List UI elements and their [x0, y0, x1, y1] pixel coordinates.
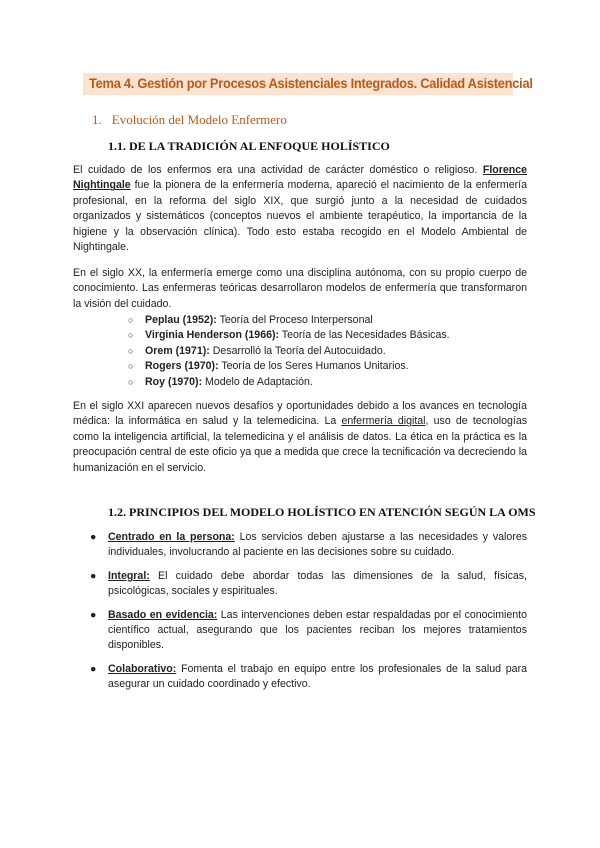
paragraph-text: El cuidado de los enfermos era una actividad de carácter doméstico o religioso. — [73, 164, 483, 176]
principle-term: Integral: — [108, 569, 150, 582]
section-number: 1. — [92, 112, 102, 127]
principle-term: Basado en evidencia: — [108, 608, 218, 621]
theorists-list — [128, 313, 450, 390]
theorist-desc: Teoría del Proceso Interpersonal — [216, 314, 373, 326]
theorist-name: Rogers (1970): — [145, 360, 219, 373]
subsection-heading-1-1: 1.1. DE LA TRADICIÓN AL ENFOQUE HOLÍSTICO — [108, 139, 390, 153]
paragraph-text: , uso de tecnologías como la inteligencia artificial, la telemedicina y el análisis de datos. La ética en la práctica es la preocupación central de este oficio ya que a medida que crece la tecnificación va decreciendo la humanización en el servicio. — [73, 415, 528, 474]
paragraph-nightingale — [73, 163, 527, 255]
circle-bullet-icon: ○ — [128, 330, 134, 341]
theorist-desc: Teoría de las Necesidades Básicas. — [279, 329, 450, 342]
theorist-desc: Modelo de Adaptación. — [202, 375, 313, 388]
theorist-desc: Desarrolló la Teoría del Autocuidado. — [209, 344, 386, 357]
bullet-icon: ● — [90, 662, 97, 675]
paragraph-text: fue la pionera de la enfermería moderna, apareció el nacimiento de la enfermería profesional, en la reforma del siglo XIX, que surgió junto a la necesidad de cuidados organizados y sistemáticos (conceptos nuevos el ambiente terapéutico, la importancia de la higiene y la observación clínica). Todo esto estaba recogido en el Modelo Ambiental de Nightingale. — [73, 179, 527, 254]
theorist-desc: Teoría de los Seres Humanos Unitarios. — [218, 360, 409, 373]
document-title: Tema 4. Gestión por Procesos Asistenciales Integrados. Calidad Asistencial — [89, 75, 533, 91]
list-item — [90, 662, 527, 693]
principle-desc: Los servicios deben ajustarse a las necesidades y valores individuales, involucrando al paciente en las decisiones sobre su cuidado. — [108, 531, 528, 559]
circle-bullet-icon: ○ — [128, 376, 134, 387]
section-label: Evolución del Modelo Enfermero — [111, 112, 287, 127]
principle-desc: Fomenta el trabajo en equipo entre los profesionales de la salud para asegurar un cuidado coordinado y efectivo. — [108, 662, 527, 691]
list-item — [128, 359, 450, 374]
paragraph-siglo-xx: En el siglo XX, la enfermería emerge como una disciplina autónoma, con su propio cuerpo de conocimiento. Las enfermeras teóricas desarrollaron modelos de enfermería que transformaron la visión del cuidado. — [73, 267, 527, 310]
list-item — [128, 328, 450, 343]
principle-term: Colaborativo: — [108, 662, 177, 675]
section-heading — [92, 112, 287, 128]
subsection-heading-1-2: 1.2. PRINCIPIOS DEL MODELO HOLÍSTICO EN ATENCIÓN SEGÚN LA OMS — [108, 505, 536, 519]
list-item — [128, 313, 450, 328]
list-item — [128, 344, 450, 359]
nightingale-name: Florence Nightingale — [73, 164, 527, 192]
theorist-name: Roy (1970): — [145, 375, 203, 388]
principle-term: Centrado en la persona: — [108, 531, 235, 543]
list-item — [90, 530, 527, 561]
bullet-icon: ● — [90, 531, 97, 543]
circle-bullet-icon: ○ — [128, 345, 134, 356]
enfermeria-digital-link[interactable]: enfermería digital — [341, 415, 426, 428]
list-item — [90, 569, 527, 600]
circle-bullet-icon: ○ — [128, 315, 134, 325]
title-banner — [83, 73, 533, 95]
theorist-name: Peplau (1952): — [145, 314, 217, 326]
list-item — [128, 375, 450, 390]
paragraph-siglo-xxi — [73, 399, 527, 476]
circle-bullet-icon: ○ — [128, 361, 134, 372]
theorist-name: Orem (1971): — [145, 344, 210, 357]
list-item — [90, 608, 527, 654]
paragraph-text: En el siglo XXI aparecen nuevos desafíos y oportunidades debido a los avances en tecnología médica: la informática en salud y la telemedicina. La — [73, 400, 527, 428]
bullet-icon: ● — [90, 608, 97, 621]
principles-list — [90, 530, 527, 701]
principle-desc: El cuidado debe abordar todas las dimensiones de la salud, físicas, psicológicas, sociales y espirituales. — [108, 569, 527, 598]
theorist-name: Virginia Henderson (1966): — [145, 329, 280, 342]
principle-desc: Las intervenciones deben estar respaldadas por el conocimiento científico actual, asegurando que los pacientes reciban los mejores tratamientos disponibles. — [108, 608, 527, 652]
bullet-icon: ● — [90, 569, 97, 582]
